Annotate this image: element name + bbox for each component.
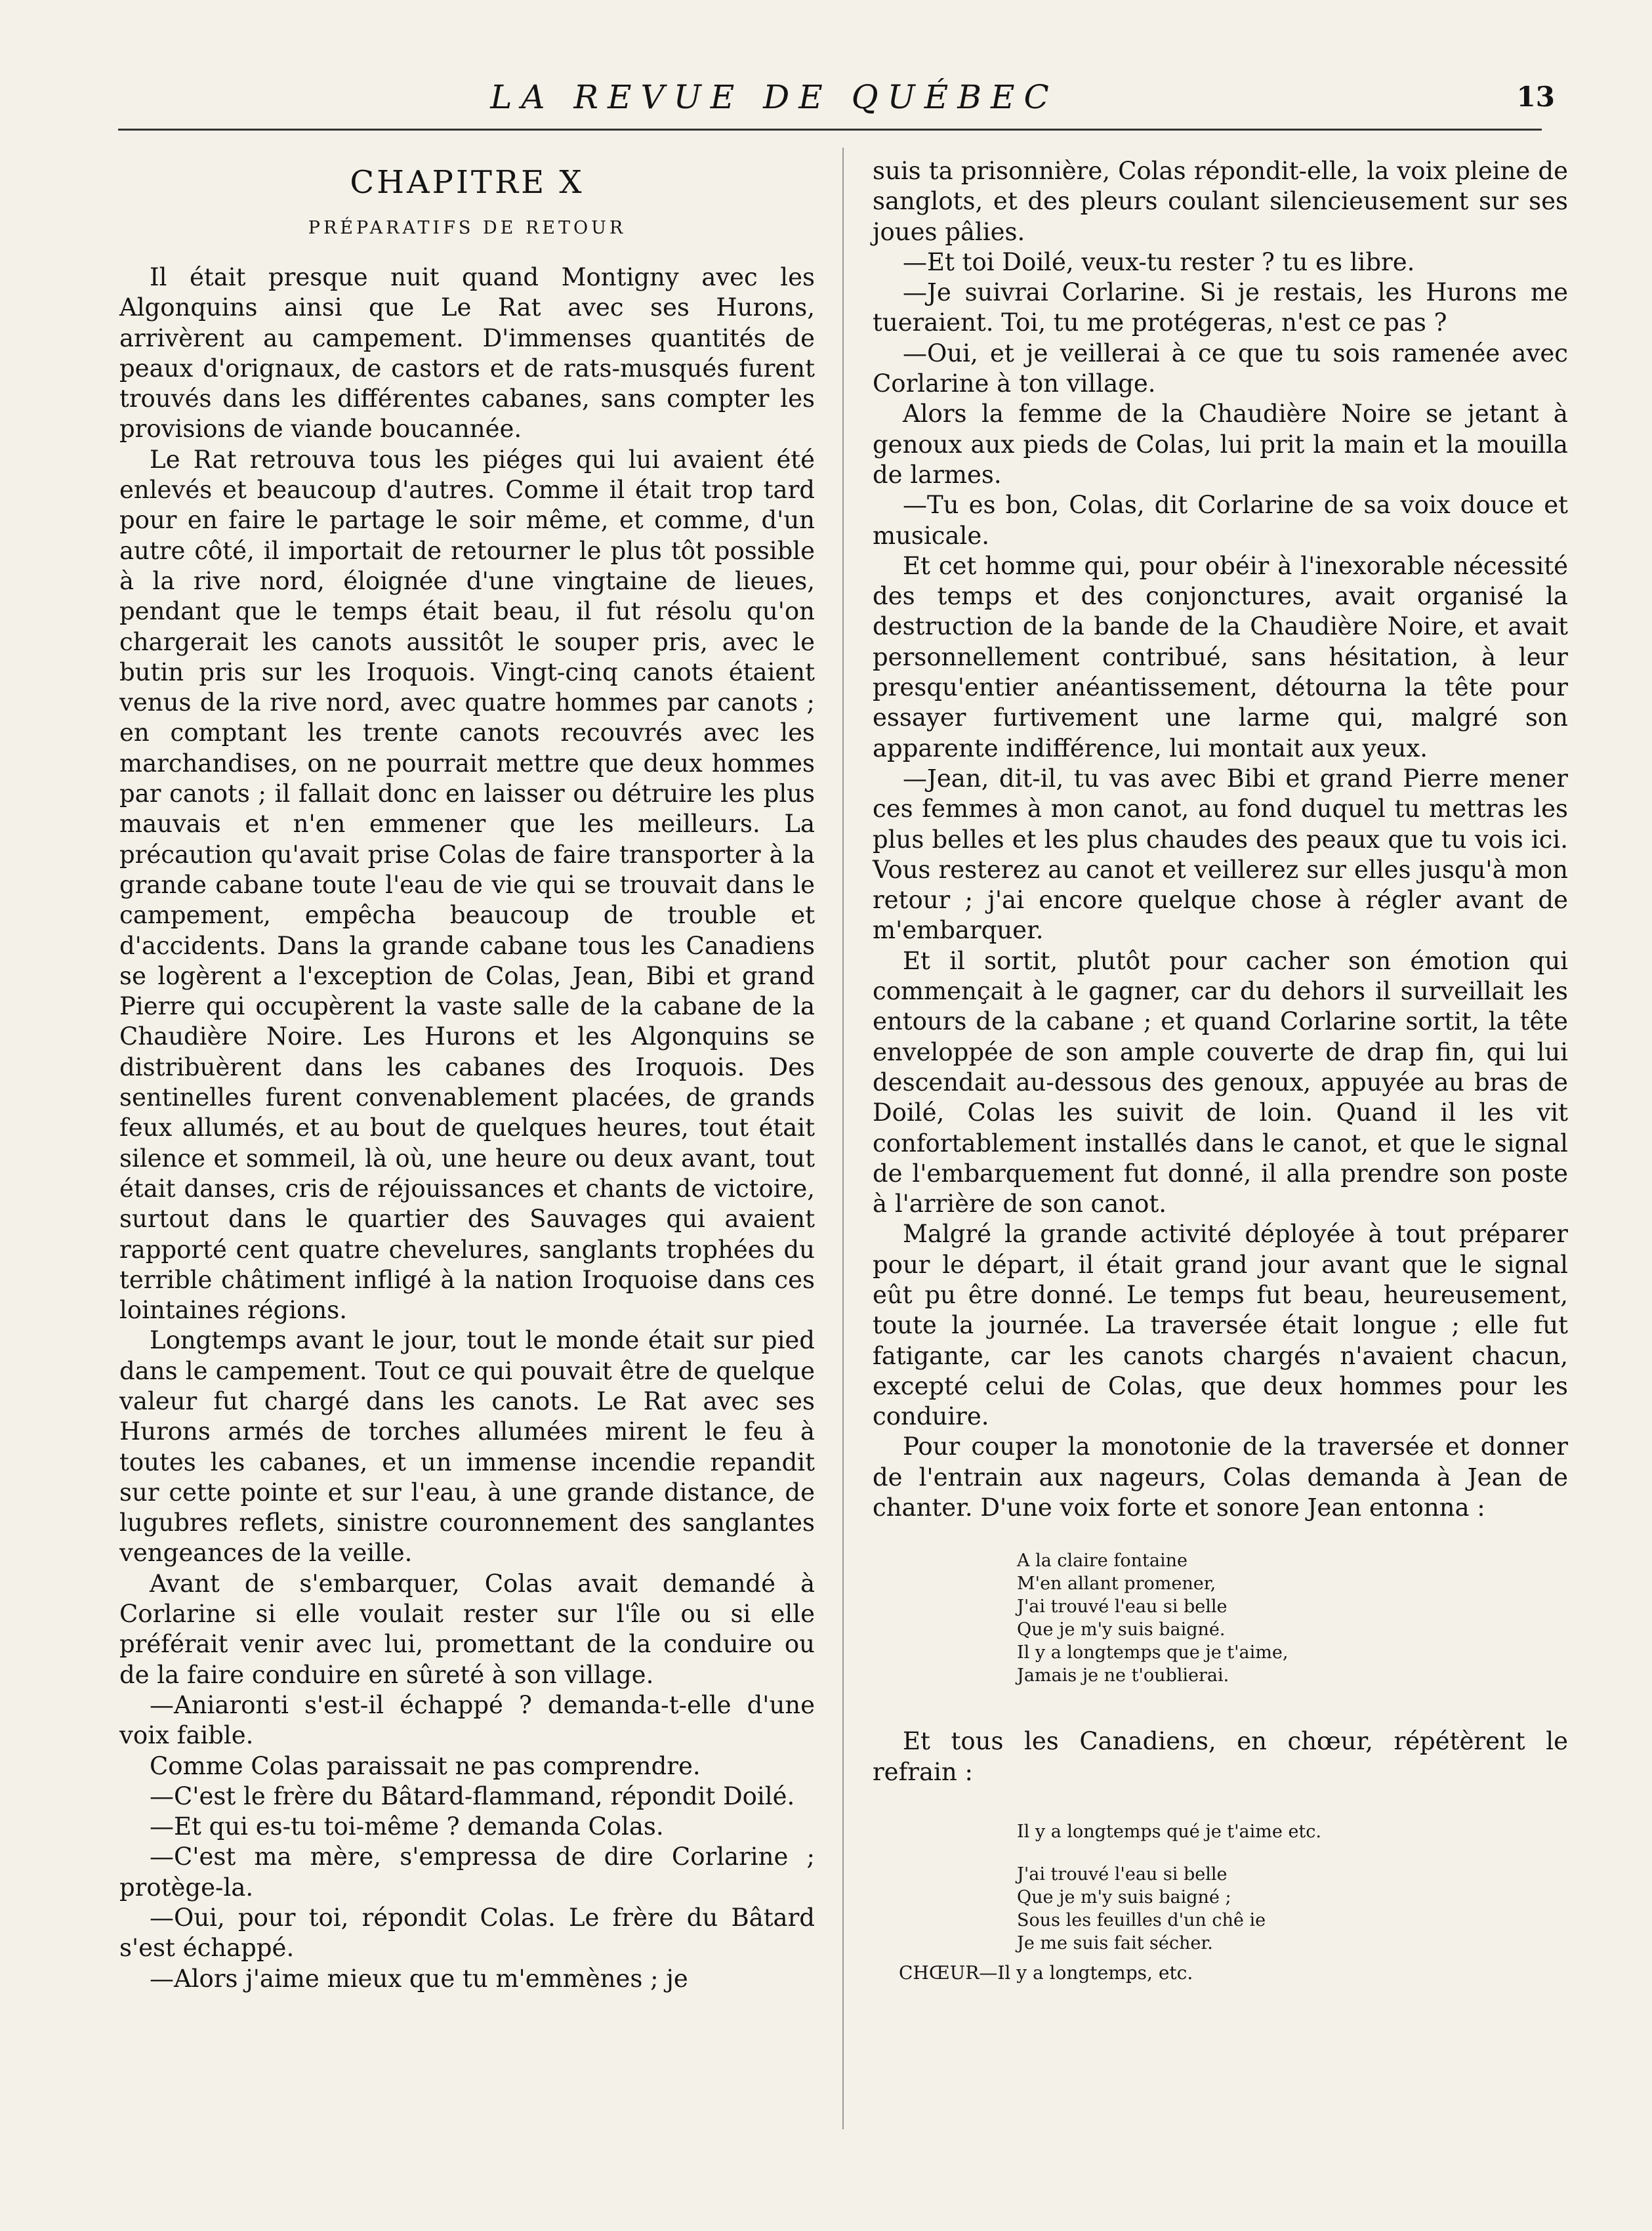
- paragraph: —Jean, dit-il, tu vas avec Bibi et grand Pierre mener ces femmes à mon canot, au fond duquel tu mettras les plus belles et les plus chaudes des peaux que tu vois ici. Vous resterez au canot et veillerez sur elles jusqu'à mon retour ; j'ai encore quelque chose à régler avant de m'embarquer.: [873, 764, 1568, 945]
- song-verse-2: [873, 1863, 1568, 1955]
- paragraph: Le Rat retrouva tous les piéges qui lui avaient été enlevés et beaucoup d'autres. Comme il était trop tard pour en faire le partage le soir même, et comme, d'un autre côté, il importait de retourner le plus tôt possible à la rive nord, éloignée d'une vingtaine de lieues, pendant que le temps était beau, il fut résolu qu'on chargerait les canots aussitôt le souper pris, avec le butin pris sur les Iroquois. Vingt-cinq canots étaient venus de la rive nord, avec quatre hommes par canots ; en comptant les trente canots recouvrés avec les marchandises, on ne pourrait mettre que deux hommes par canots ; il fallait donc en laisser ou détruire les plus mauvais et n'en emmener que les meilleurs. La précaution qu'avait prise Colas de faire transporter à la grande cabane toute l'eau de vie qui se trouvait dans le campement, empêcha beaucoup de trouble et d'accidents. Dans la grande cabane tous les Canadiens se logèrent a l'exception de Colas, Jean, Bibi et grand Pierre qui occupèrent la vaste salle de la cabane de la Chaudière Noire. Les Hurons et les Algonquins se distribuèrent dans les cabanes des Iroquois. Des sentinelles furent convenablement placées, de grands feux allumés, et au bout de quelques heures, tout était silence et sommeil, là où, une heure ou deux avant, tout était danses, cris de réjouissances et chants de victoire, surtout dans le quartier des Sauvages qui avaient rapporté cent quatre chevelures, sanglants trophées du terrible châtiment infligé à la nation Iroquoise dans ces lointaines régions.: [119, 445, 815, 1325]
- verse-line: Sous les feuilles d'un chê ie: [1017, 1909, 1266, 1930]
- paragraph: —Oui, pour toi, répondit Colas. Le frère du Bâtard s'est échappé.: [119, 1904, 815, 1963]
- paragraph: —Et qui es-tu toi-même ? demanda Colas.: [150, 1812, 664, 1841]
- column-divider: [842, 148, 844, 2129]
- paragraph: Et cet homme qui, pour obéir à l'inexorable nécessité des temps et des conjonctures, avait organisé la destruction de la bande de la Chaudière Noire, et avait personnellement contribué, sans hésitation, à leur presqu'entier anéantissement, détourna la tête pour essayer furtivement une larme qui, malgré son apparente indifférence, lui montait aux yeux.: [873, 551, 1568, 762]
- verse-line: Je me suis fait sécher.: [1017, 1932, 1213, 1953]
- running-title: LA REVUE DE QUÉBEC: [490, 78, 1058, 116]
- paragraph: —Je suivrai Corlarine. Si je restais, les Hurons me tueraient. Toi, tu me protégeras, n'est ce pas ?: [873, 278, 1568, 337]
- header-rule: [118, 129, 1542, 131]
- paragraph: —Aniaronti s'est-il échappé ? demanda-t-elle d'une voix faible.: [119, 1690, 815, 1750]
- paragraph: —Tu es bon, Colas, dit Corlarine de sa voix douce et musicale.: [873, 491, 1568, 550]
- left-column: [119, 156, 815, 1994]
- refrain-line: Il y a longtemps qué je t'aime etc.: [1017, 1821, 1321, 1842]
- song-verse: [873, 1549, 1568, 1687]
- verse-line: A la claire fontaine: [1017, 1551, 1187, 1572]
- paragraph: Malgré la grande activité déployée à tout préparer pour le départ, il était grand jour avant que le signal eût pu être donné. Le temps fut beau, heureusement, toute la journée. La traversée était longue ; elle fut fatigante, car les canots chargés n'avaient chacun, excepté celui de Colas, que deux hommes pour les conduire.: [873, 1220, 1568, 1431]
- paragraph: —Et toi Doilé, veux-tu rester ? tu es libre.: [903, 247, 1415, 276]
- paragraph: —C'est ma mère, s'empressa de dire Corlarine ; protège-la.: [119, 1843, 815, 1902]
- paragraph: —Alors j'aime mieux que tu m'emmènes ; je: [150, 1964, 688, 1993]
- chorus-intro: Et tous les Canadiens, en chœur, répétèrent le refrain :: [873, 1727, 1568, 1786]
- paragraph: —Oui, et je veillerai à ce que tu sois ramenée avec Corlarine à ton village.: [873, 339, 1568, 398]
- paragraph: Alors la femme de la Chaudière Noire se jetant à genoux aux pieds de Colas, lui prit la main et la mouilla de larmes.: [873, 400, 1568, 489]
- page-number: 13: [1516, 81, 1555, 113]
- paragraph: Avant de s'embarquer, Colas avait demandé à Corlarine si elle voulait rester sur l'île ou si elle préférait venir avec lui, promettant de la conduire ou de la faire conduire en sûreté à son village.: [119, 1569, 815, 1689]
- page-header: [118, 71, 1555, 123]
- paragraph: Longtemps avant le jour, tout le monde était sur pied dans le campement. Tout ce qui pouvait être de quelque valeur fut chargé dans les canots. Le Rat avec ses Hurons armés de torches allumées mirent le feu à toutes les cabanes, et un immense incendie repandit sur cette pointe et sur l'eau, à une grande distance, de lugubres reflets, sinistre couronnement des sanglantes vengeances de la veille.: [119, 1326, 815, 1568]
- chapter-subtitle: PRÉPARATIFS DE RETOUR: [308, 218, 627, 238]
- verse-line: Que je m'y suis baigné ;: [1017, 1887, 1231, 1908]
- paragraph: —C'est le frère du Bâtard-flammand, répondit Doilé.: [150, 1782, 795, 1810]
- paragraph: Comme Colas paraissait ne pas comprendre.: [150, 1751, 701, 1780]
- chorus-line: CHŒUR—Il y a longtemps, etc.: [899, 1961, 1193, 1984]
- paragraph: Pour couper la monotonie de la traversée et donner de l'entrain aux nageurs, Colas demanda à Jean de chanter. D'une voix forte et sonore Jean entonna :: [873, 1432, 1568, 1522]
- paragraph: Il était presque nuit quand Montigny avec les Algonquins ainsi que Le Rat avec ses Hurons, arrivèrent au campement. D'immenses quantités de peaux d'orignaux, de castors et de rats-musqués furent trouvés dans les différentes cabanes, sans compter les provisions de viande boucannée.: [119, 263, 815, 444]
- paragraph: suis ta prisonnière, Colas répondit-elle, la voix pleine de sanglots, et des pleurs coulant silencieusement sur ses joues pâlies.: [873, 157, 1568, 246]
- verse-line: Que je m'y suis baigné.: [1017, 1619, 1226, 1640]
- verse-line: Jamais je ne t'oublierai.: [1017, 1665, 1229, 1686]
- right-column: [873, 156, 1568, 1985]
- refrain: [873, 1820, 1568, 1843]
- verse-line: M'en allant promener,: [1017, 1574, 1216, 1595]
- verse-line: Il y a longtemps que je t'aime,: [1017, 1642, 1289, 1663]
- paragraph: Et il sortit, plutôt pour cacher son émotion qui commençait à le gagner, car du dehors il surveillait les entours de la cabane ; et quand Corlarine sortit, la tête enveloppée de son ample couverte de drap fin, qui lui descendait au-dessous des genoux, appuyée au bras de Doilé, Colas les suivit de loin. Quand il les vit confortablement installés dans le canot, et que le signal de l'embarquement fut donné, il alla prendre son poste à l'arrière de son canot.: [873, 946, 1568, 1219]
- verse-line: J'ai trouvé l'eau si belle: [1017, 1864, 1228, 1885]
- chapter-title: CHAPITRE X: [350, 164, 585, 201]
- verse-line: J'ai trouvé l'eau si belle: [1017, 1596, 1228, 1617]
